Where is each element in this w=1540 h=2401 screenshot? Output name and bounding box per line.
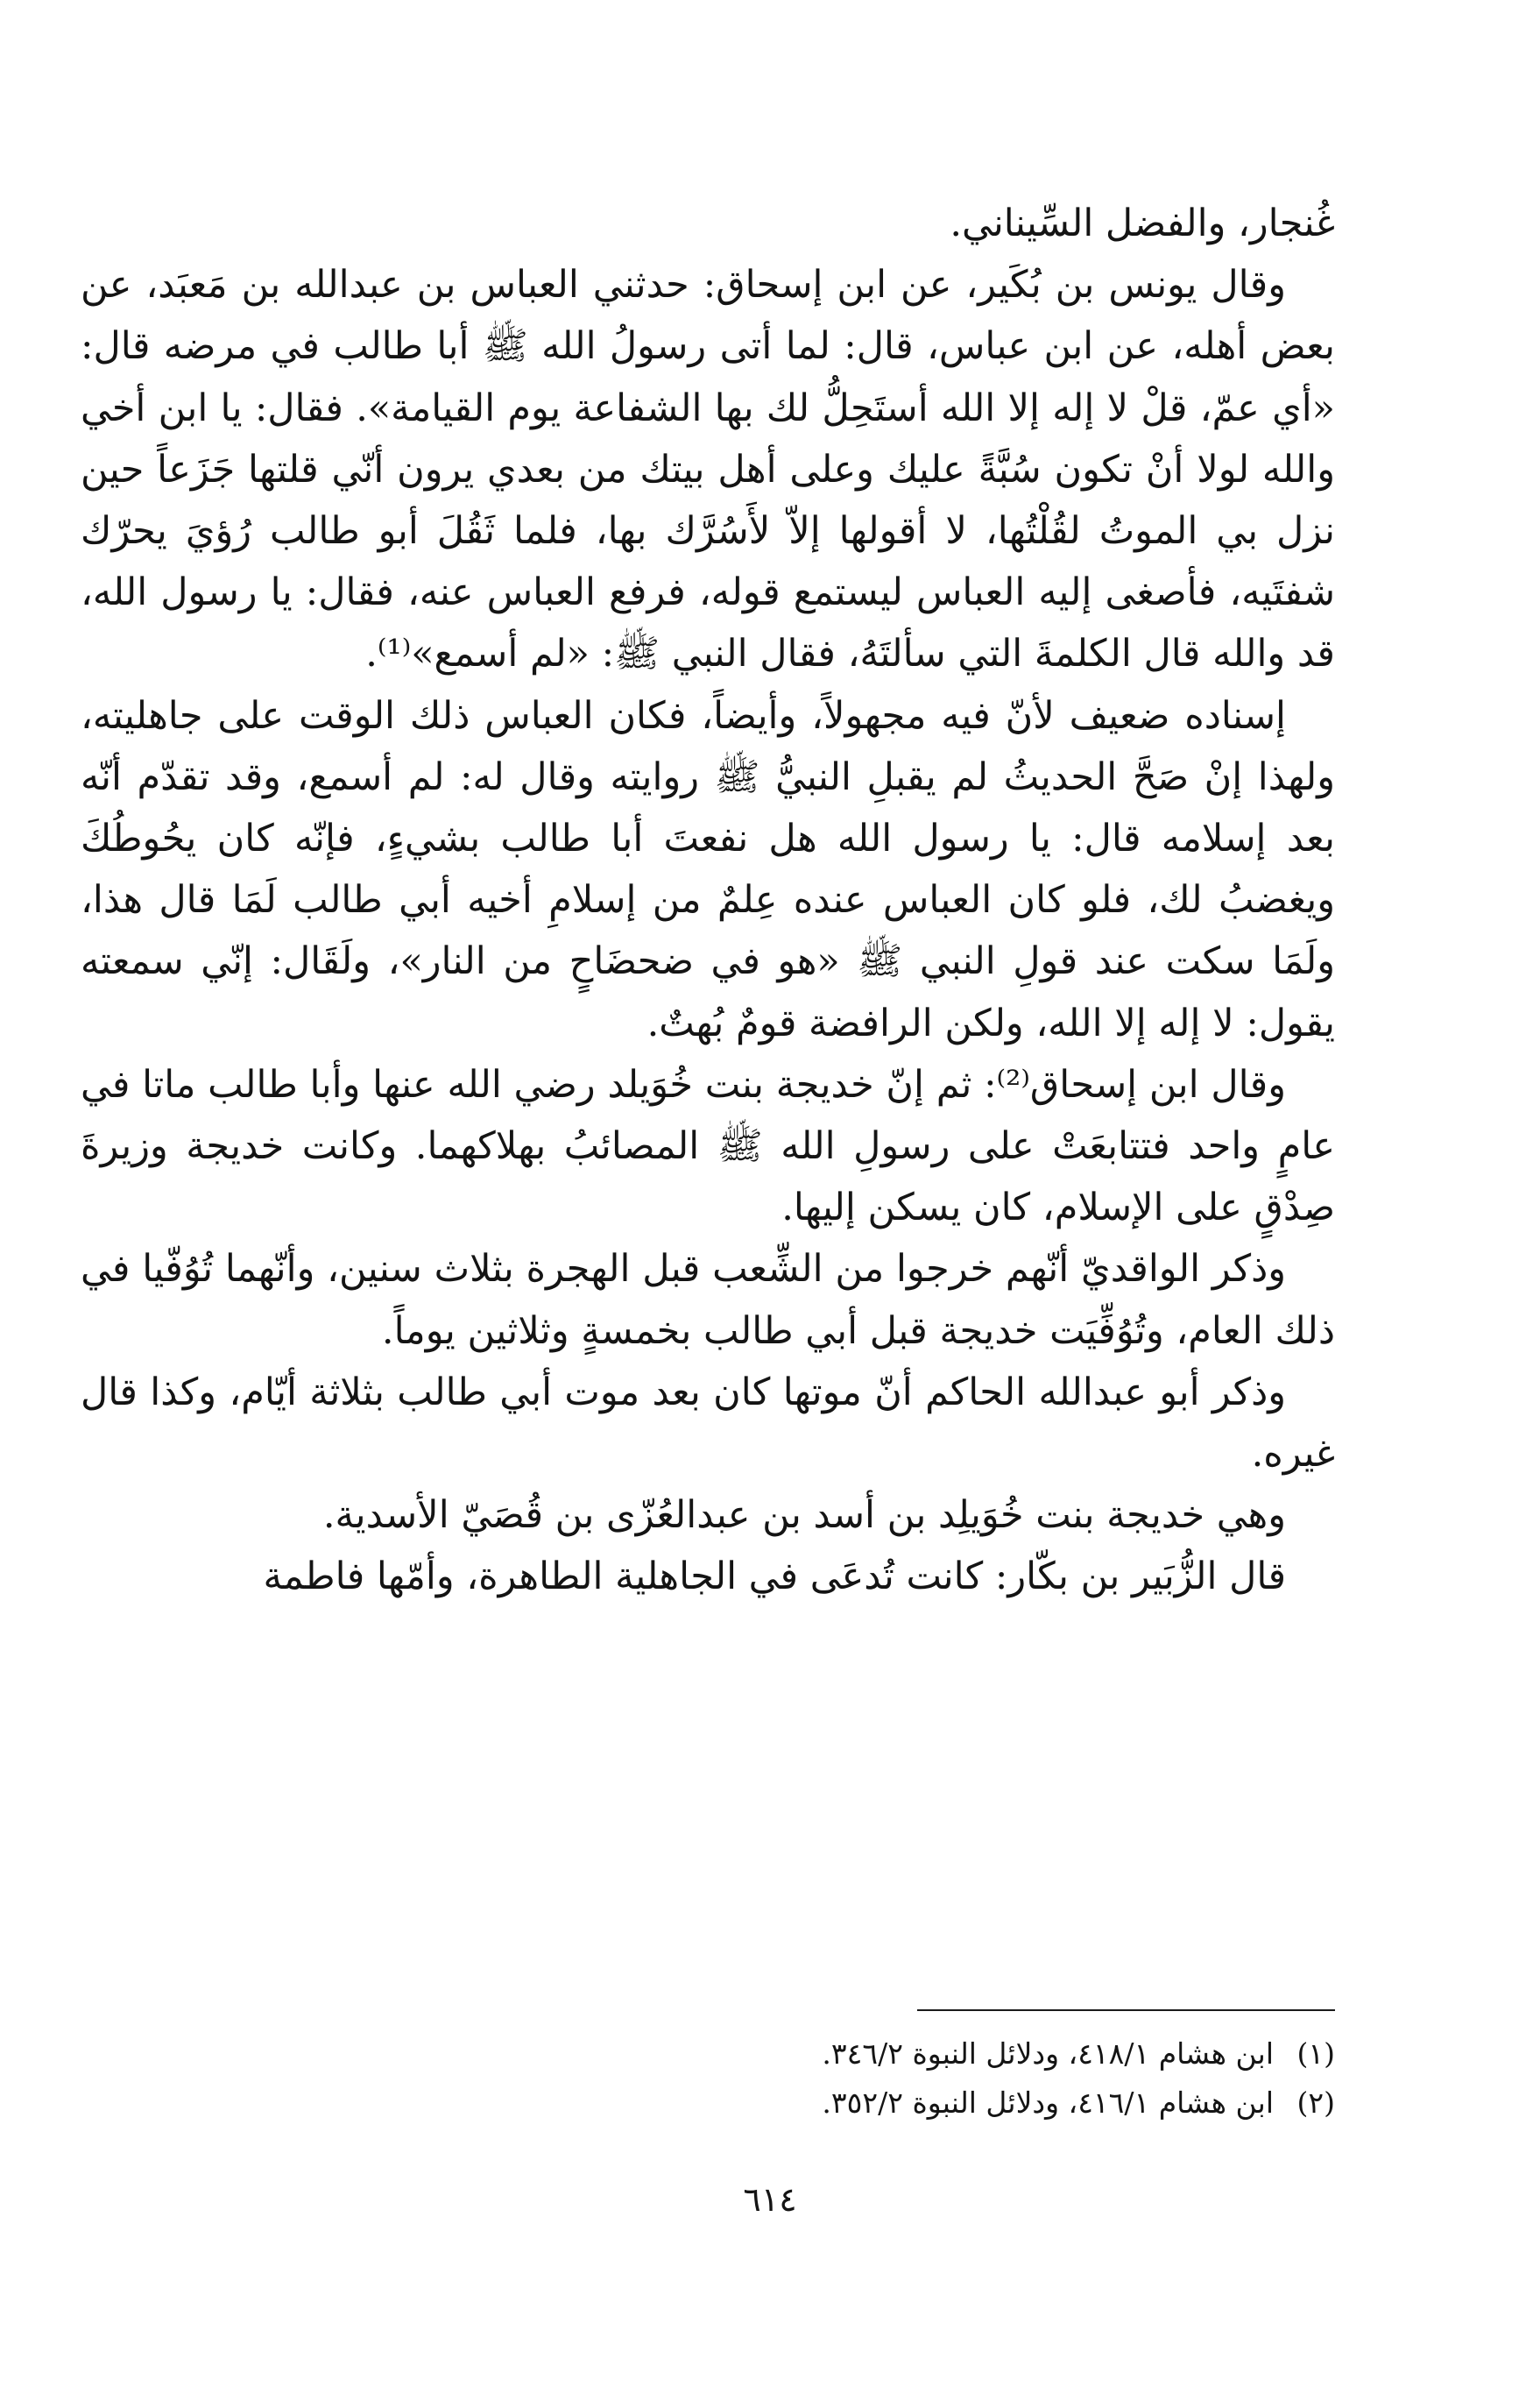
paragraph-3: إسناده ضعيف لأنّ فيه مجهولاً، وأيضاً، فكان العباس ذلك الوقت على جاهليته، ولهذا إنْ صَحَّ الحديثُ لم يقبلِ النبيُّ ﷺ روايته وقال له: لم أسمع، وقد تقدّم أنّه بعد إسلامه قال: يا رسول الله هل نفعتَ أبا طالب بشيءٍ، فإنّه كان يحُوطُكَ ويغضبُ لك، فلو كان العباس عنده عِلمٌ من إسلامِ أخيه أبي طالب لَمَا قال هذا، ولَمَا سكت عند قولِ النبي ﷺ «هو في ضحضَاحٍ من النار»، ولَقَال: إنّي سمعته يقول: لا إله إلا الله، ولكن الرافضة قومٌ بُهتٌ. — [81, 693, 1335, 1045]
footnotes — [526, 2029, 1335, 2128]
footnote-divider — [917, 2009, 1335, 2011]
paragraph-8: قال الزُّبَير بن بكّار: كانت تُدعَى في الجاهلية الطاهرة، وأمّها فاطمة — [263, 1555, 1286, 1599]
footnote-2-number: (٢) — [1296, 2086, 1335, 2120]
paragraph-4: وقال ابن إسحاق⁽²⁾: ثم إنّ خديجة بنت خُوَيلد رضي الله عنها وأبا طالب ماتا في عامٍ واحد فتتابعَتْ على رسولِ الله ﷺ المصائبُ بهلاكهما. وكانت خديجة وزيرةَ صِدْقٍ على الإسلام، كان يسكن إليها. — [81, 1062, 1335, 1230]
footnote-1 — [526, 2029, 1335, 2079]
footnote-2-text: ابن هشام ٤١٦/١، ودلائل النبوة ٣٥٢/٢. — [822, 2086, 1274, 2120]
footnote-2 — [526, 2079, 1335, 2128]
footnote-1-text: ابن هشام ٤١٨/١، ودلائل النبوة ٣٤٦/٢. — [822, 2036, 1274, 2071]
main-text — [81, 193, 1335, 1608]
paragraph-5: وذكر الواقديّ أنّهم خرجوا من الشِّعب قبل الهجرة بثلاث سنين، وأنّهما تُوُفّيا في ذلك العام، وتُوُفِّيَت خديجة قبل أبي طالب بخمسةٍ وثلاثين يوماً. — [81, 1247, 1335, 1353]
paragraph-2: وقال يونس بن بُكَير، عن ابن إسحاق: حدثني العباس بن عبدالله بن مَعبَد، عن بعض أهله، عن ابن عباس، قال: لما أتى رسولُ الله ﷺ أبا طالب في مرضه قال: «أي عمّ، قلْ لا إله إلا الله أستَحِلُّ لك بها الشفاعة يوم القيامة». فقال: يا ابن أخي والله لولا أنْ تكون سُبَّةً عليك وعلى أهل بيتك من بعدي يرون أنّي قلتها جَزَعاً حين نزل بي الموتُ لقُلْتُها، لا أقولها إلاّ لأَسُرَّك بها، فلما ثَقُلَ أبو طالب رُؤيَ يحرّك شفتَيه، فأصغى إليه العباس ليستمع قوله، فرفع العباس عنه، فقال: يا رسول الله، قد والله قال الكلمةَ التي سألتَهُ، فقال النبي ﷺ: «لم أسمع»⁽¹⁾. — [81, 263, 1335, 676]
page-number: ٦١٤ — [743, 2180, 797, 2219]
paragraph-1: غُنجار، والفضل السِّيناني. — [950, 202, 1335, 245]
paragraph-7: وهي خديجة بنت خُوَيلِد بن أسد بن عبدالعُزّى بن قُصَيّ الأسدية. — [322, 1493, 1286, 1538]
footnote-1-number: (١) — [1296, 2036, 1335, 2071]
paragraph-6: وذكر أبو عبدالله الحاكم أنّ موتها كان بعد موت أبي طالب بثلاثة أيّام، وكذا قال غيره. — [81, 1370, 1335, 1477]
